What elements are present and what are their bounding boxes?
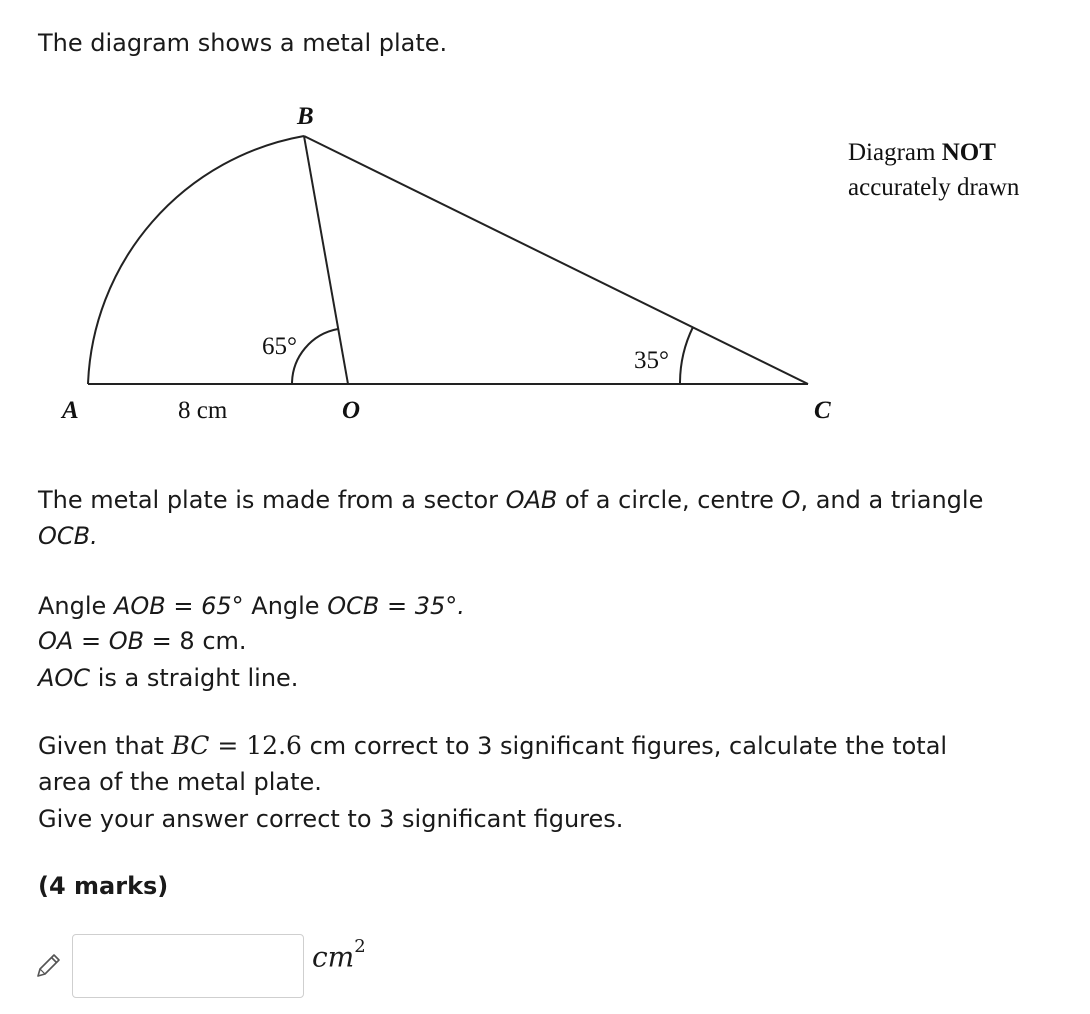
description-line1: The metal plate is made from a sector OAB of a circle, centre O, and a triangle xyxy=(38,486,984,514)
question-line3: Give your answer correct to 3 significant figures. xyxy=(38,805,624,833)
line-ob xyxy=(304,136,348,384)
description-line2: OCB. xyxy=(38,522,98,550)
label-a: A xyxy=(62,397,79,424)
label-c: C xyxy=(814,397,831,424)
diagram-note-line2: accurately drawn xyxy=(848,174,1020,201)
label-b: B xyxy=(297,103,314,130)
angle-o-label: 65° xyxy=(262,333,297,360)
fact-lengths: OA = OB = 8 cm. xyxy=(38,627,247,655)
angle-arc-c xyxy=(680,327,693,384)
label-o: O xyxy=(342,397,361,424)
fact-angles: Angle AOB = 65° Angle OCB = 35°. xyxy=(38,592,465,620)
diagram-note-line1: Diagram NOT xyxy=(848,139,996,166)
angle-arc-o xyxy=(292,329,338,384)
fact-straight-line: AOC is a straight line. xyxy=(38,664,299,692)
pencil-icon xyxy=(34,950,64,980)
question-line1: Given that BC = 12.6 cm correct to 3 significant figures, calculate the total xyxy=(38,731,948,760)
marks-label: (4 marks) xyxy=(38,872,169,900)
question-line2: area of the metal plate. xyxy=(38,768,322,796)
length-label: 8 cm xyxy=(178,397,228,424)
answer-unit: $cm^2$ xyxy=(312,936,366,974)
metal-plate-diagram xyxy=(0,90,1090,440)
line-bc xyxy=(304,136,808,384)
answer-input[interactable] xyxy=(72,934,304,998)
angle-c-label: 35° xyxy=(634,347,669,374)
intro-text: The diagram shows a metal plate. xyxy=(38,29,448,57)
